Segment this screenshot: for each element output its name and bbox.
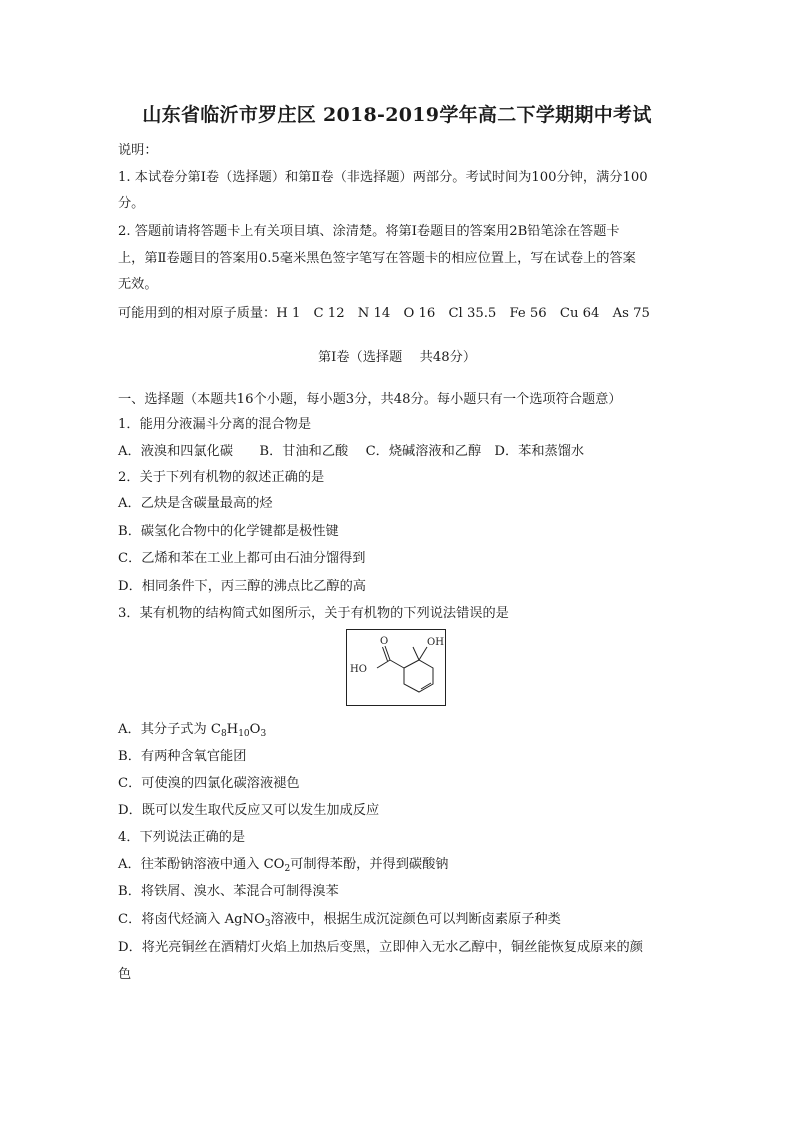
note-2-line-2: 上，第Ⅱ卷题目的答案用0.5毫米黑色签字笔写在答题卡的相应位置上，写在试卷上的答案 <box>118 251 636 266</box>
q3-option-d: D．既可以发生取代反应又可以发生加成反应 <box>118 803 380 818</box>
q2-option-c: C．乙烯和苯在工业上都可由石油分馏得到 <box>118 551 366 566</box>
part-intro: 一、选择题（本题共16个小题，每小题3分，共48分。每小题只有一个选项符合题意） <box>118 392 622 407</box>
structural-formula-drawing <box>347 630 447 707</box>
q4-option-d-line-2: 色 <box>118 967 132 982</box>
q3-option-a: A．其分子式为 $C_8H_{10}O_3$ <box>118 722 267 739</box>
q3-option-b: B．有两种含氧官能团 <box>118 749 247 764</box>
q2-option-d: D．相同条件下，丙三醇的沸点比乙醇的高 <box>118 579 366 594</box>
structural-formula-figure <box>346 629 446 706</box>
q4-option-c: C．将卤代烃滴入 AgNO$_3$溶液中，根据生成沉淀颜色可以判断卤素原子种类 <box>118 912 561 929</box>
section-title: 第Ⅰ卷（选择题 共48分） <box>317 350 477 365</box>
label-carbonyl-o: O <box>380 636 389 647</box>
label-oh: OH <box>427 637 444 648</box>
q4-stem: 4．下列说法正确的是 <box>118 830 246 845</box>
atomic-masses: 可能用到的相对原子质量：H 1 C 12 N 14 O 16 Cl 35.5 Fe 56 Cu 64 As 75 <box>118 306 650 321</box>
q4-option-a: A．往苯酚钠溶液中通入 $CO_2$可制得苯酚，并得到碳酸钠 <box>118 857 449 874</box>
label-ho: HO <box>350 664 367 675</box>
q4-option-d-line-1: D．将光亮铜丝在酒精灯火焰上加热后变黑，立即伸入无水乙醇中，铜丝能恢复成原来的颜 <box>118 940 643 955</box>
q3-stem: 3．某有机物的结构简式如图所示，关于有机物的下列说法错误的是 <box>118 606 509 621</box>
note-2-line-1: 2. 答题前请将答题卡上有关项目填、涂清楚。将第Ⅰ卷题目的答案用2B铅笔涂在答题卡 <box>118 224 620 239</box>
q1-options: A．液溴和四氯化碳 B．甘油和乙酸 C．烧碱溶液和乙醇 D．苯和蒸馏水 <box>118 444 585 459</box>
q1-stem: 1．能用分液漏斗分离的混合物是 <box>118 417 312 432</box>
q2-option-a: A．乙炔是含碳量最高的烃 <box>118 496 273 511</box>
q4-option-b: B．将铁屑、溴水、苯混合可制得溴苯 <box>118 884 339 899</box>
q2-stem: 2．关于下列有机物的叙述正确的是 <box>118 470 325 485</box>
note-1-line-2: 分。 <box>118 196 145 211</box>
q2-option-b: B．碳氢化合物中的化学键都是极性键 <box>118 524 339 539</box>
q3-option-c: C．可使溴的四氯化碳溶液褪色 <box>118 776 300 791</box>
notes-heading: 说明： <box>118 143 158 158</box>
note-1-line-1: 1. 本试卷分第Ⅰ卷（选择题）和第Ⅱ卷（非选择题）两部分。考试时间为100分钟，满分100 <box>118 170 648 185</box>
note-2-line-3: 无效。 <box>118 277 158 292</box>
exam-title: 山东省临沂市罗庄区 2018-2019学年高二下学期期中考试 <box>142 104 652 126</box>
